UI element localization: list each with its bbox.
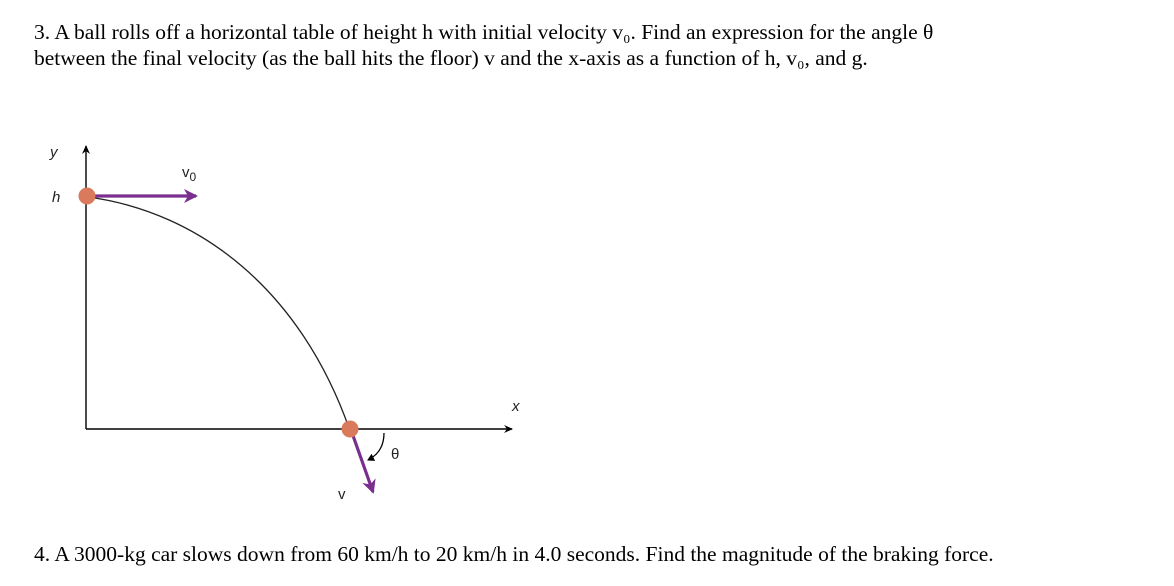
initial-velocity-symbol: v [182,164,190,181]
angle-arc [368,433,384,460]
final-velocity-label: v [338,486,346,503]
angle-label: θ [391,446,400,463]
trajectory-curve [88,197,349,428]
ball-impact [342,421,359,438]
initial-velocity-label [182,164,197,184]
question-3-line-2: between the final velocity (as the ball hits the floor) v and the x-axis as a function of h, v₀, and g. [34,46,868,70]
question-4: 4. A 3000-kg car slows down from 60 km/h to 20 km/h in 4.0 seconds. Find the magnitude of the braking force. [34,542,994,566]
x-axis-label: x [512,398,520,415]
y-axis-label: y [50,144,58,161]
height-label: h [52,189,61,206]
final-velocity-arrow [351,430,373,492]
initial-velocity-subscript: 0 [189,170,197,184]
ball-start [79,188,96,205]
question-3-line-1: 3. A ball rolls off a horizontal table of height h with initial velocity v₀. Find an expression for the angle θ [34,20,934,44]
